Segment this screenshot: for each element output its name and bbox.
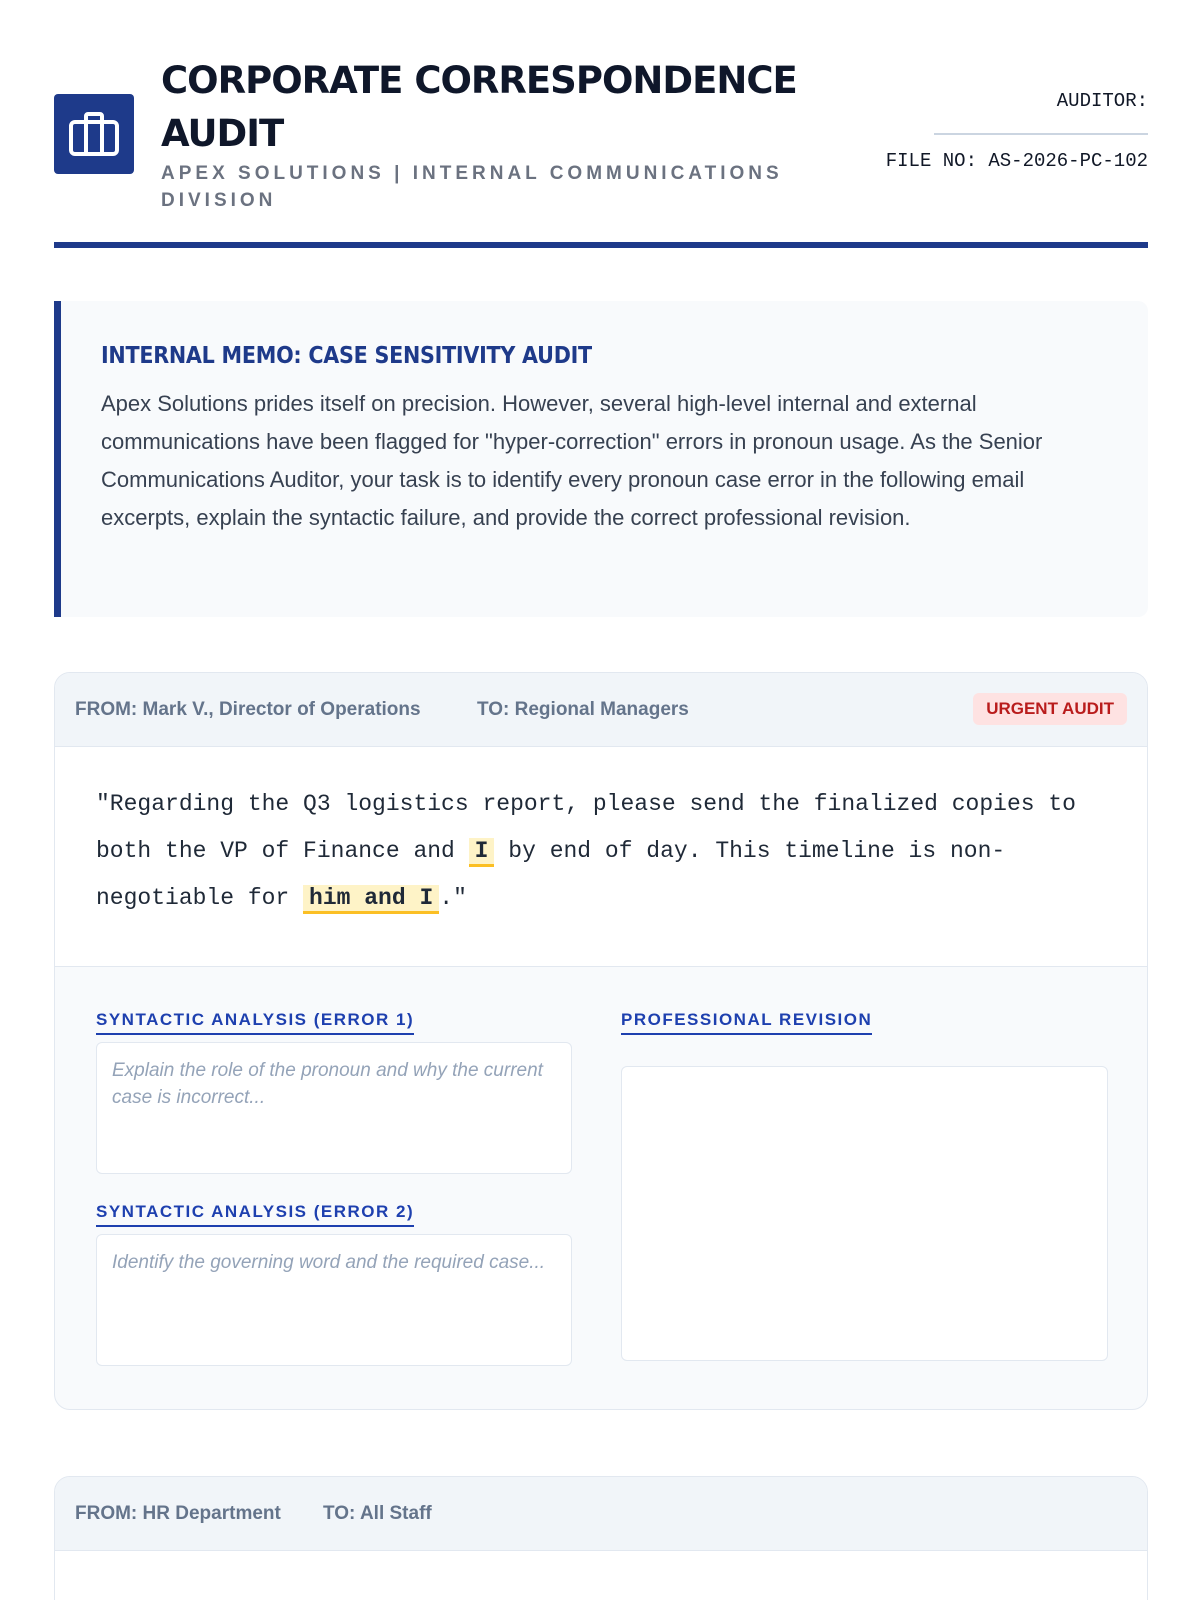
- revision-label: PROFESSIONAL REVISION: [621, 1010, 872, 1035]
- email-to: TO: Regional Managers: [477, 699, 689, 720]
- auditor-signature-line[interactable]: [934, 133, 1148, 135]
- quote-text: "Regarding the Q3 logistics report, please send the finalized copies to both the VP of Finance and: [96, 791, 1076, 864]
- highlighted-error-1: I: [469, 838, 495, 867]
- email-excerpt-card: [54, 672, 1148, 1410]
- analysis-2-box: [96, 1234, 572, 1366]
- subtitle-line-1: APEX SOLUTIONS | INTERNAL COMMUNICATIONS: [161, 163, 783, 184]
- quote-text: by end of day. This timeline is non-negotiable for: [96, 838, 1006, 911]
- subtitle-line-2: DIVISION: [161, 190, 277, 211]
- card-header: [55, 673, 1147, 747]
- status-badge: URGENT AUDIT: [973, 693, 1127, 725]
- email-quote: [96, 781, 1106, 922]
- email-from: FROM: Mark V., Director of Operations: [75, 699, 421, 720]
- analysis-2-input[interactable]: [97, 1235, 571, 1365]
- title-line-1: CORPORATE CORRESPONDENCE: [161, 59, 797, 102]
- file-number: FILE NO: AS-2026-PC-102: [885, 150, 1148, 172]
- email-excerpt-card: [54, 1476, 1148, 1600]
- revision-box: [621, 1066, 1108, 1361]
- analysis-2-label: SYNTACTIC ANALYSIS (ERROR 2): [96, 1202, 414, 1227]
- analysis-1-input[interactable]: [97, 1043, 571, 1173]
- memo-title: INTERNAL MEMO: CASE SENSITIVITY AUDIT: [101, 343, 592, 369]
- email-to: TO: All Staff: [323, 1503, 432, 1524]
- internal-memo: [54, 301, 1148, 617]
- analysis-1-box: [96, 1042, 572, 1174]
- revision-input[interactable]: [622, 1067, 1107, 1360]
- page-header: [54, 54, 1148, 248]
- quote-text: .": [439, 885, 467, 911]
- page-subtitle: [161, 160, 841, 214]
- auditor-label: AUDITOR:: [1056, 90, 1148, 112]
- title-line-2: AUDIT: [161, 112, 284, 155]
- email-from: FROM: HR Department: [75, 1503, 281, 1524]
- analysis-1-label: SYNTACTIC ANALYSIS (ERROR 1): [96, 1010, 414, 1035]
- briefcase-icon: [68, 110, 120, 158]
- logo: [54, 94, 134, 174]
- card-header: [55, 1477, 1147, 1551]
- memo-body: Apex Solutions prides itself on precision. However, several high-level internal and external communications have been flagged for "hyper-correction" errors in pronoun usage. As the Senior Communications Auditor, your task is to identify every pronoun case error in the following email excerpts, explain the syntactic failure, and provide the correct professional revision.: [101, 391, 1043, 530]
- email-excerpt: [55, 747, 1147, 967]
- page-title: [161, 54, 841, 160]
- highlighted-error-2: him and I: [303, 885, 439, 914]
- email-excerpt: [55, 1551, 1147, 1600]
